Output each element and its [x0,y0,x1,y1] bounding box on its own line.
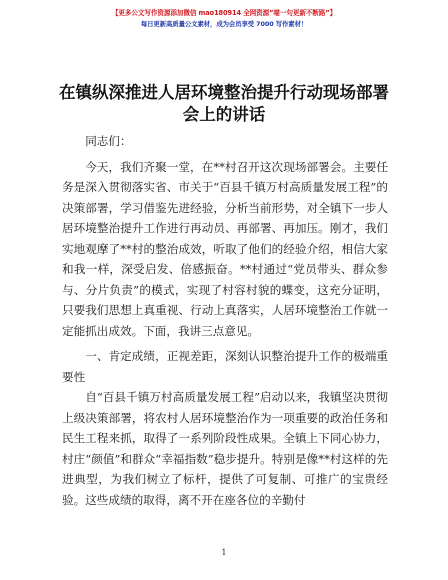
promo-banner-line-1: 【更多公文写作资源添加微信 mao180914 全网资源”喵一句更新不断路”】 [111,9,337,17]
paragraph-intro: 今天，我们齐聚一堂，在**村召开这次现场部署会。主要任务是深入贯彻落实省、市关于“百县千镇万村高质量发展工程”的决策部署，学习借鉴先进经验，分析当前形势，对全镇下一步人居环境整治提升工作进行再动员、再部署、再加压。刚才，我们实地观摩了**村的整治成效，听取了他们的经验介绍，相信大家和我一样，深受启发、倍感振奋。**村通过“党员带头、群众参与、分片负责”的模式，实现了村容村貌的蝶变，这充分证明，只要我们思想上真重视、行动上真落实，人居环境整治工作就一定能抓出成效。下面，我讲三点意见。 [62,159,388,338]
paragraph-section-1: 自“百县千镇万村高质量发展工程”启动以来，我镇坚决贯彻上级决策部署，将农村人居环境整治作为一项重要的政治任务和民生工程来抓，取得了一系列阶段性成果。全镇上下同心协力，村庄“颜值”和群众“幸福指数”稳步提升。特别是像**村这样的先进典型，为我们树立了标杆，提供了可复制、可推广的宝贵经验。这些成绩的取得，离不开在座各位的辛勤付 [62,390,388,507]
section-heading-1: 一、肯定成绩，正视差距，深刻认识整治提升工作的极端重要性 [62,349,388,384]
salutation: 同志们： [85,134,132,148]
document-title: 在镇纵深推进人居环境整治提升行动现场部署会上的讲话 [59,83,389,124]
page-number: 1 [221,548,227,558]
promo-banner-line-2: 每日更新高质量公文素材，成为会员享受 7000 写作素材！ [140,20,308,28]
promo-banner [0,8,448,30]
document-body [62,131,388,510]
